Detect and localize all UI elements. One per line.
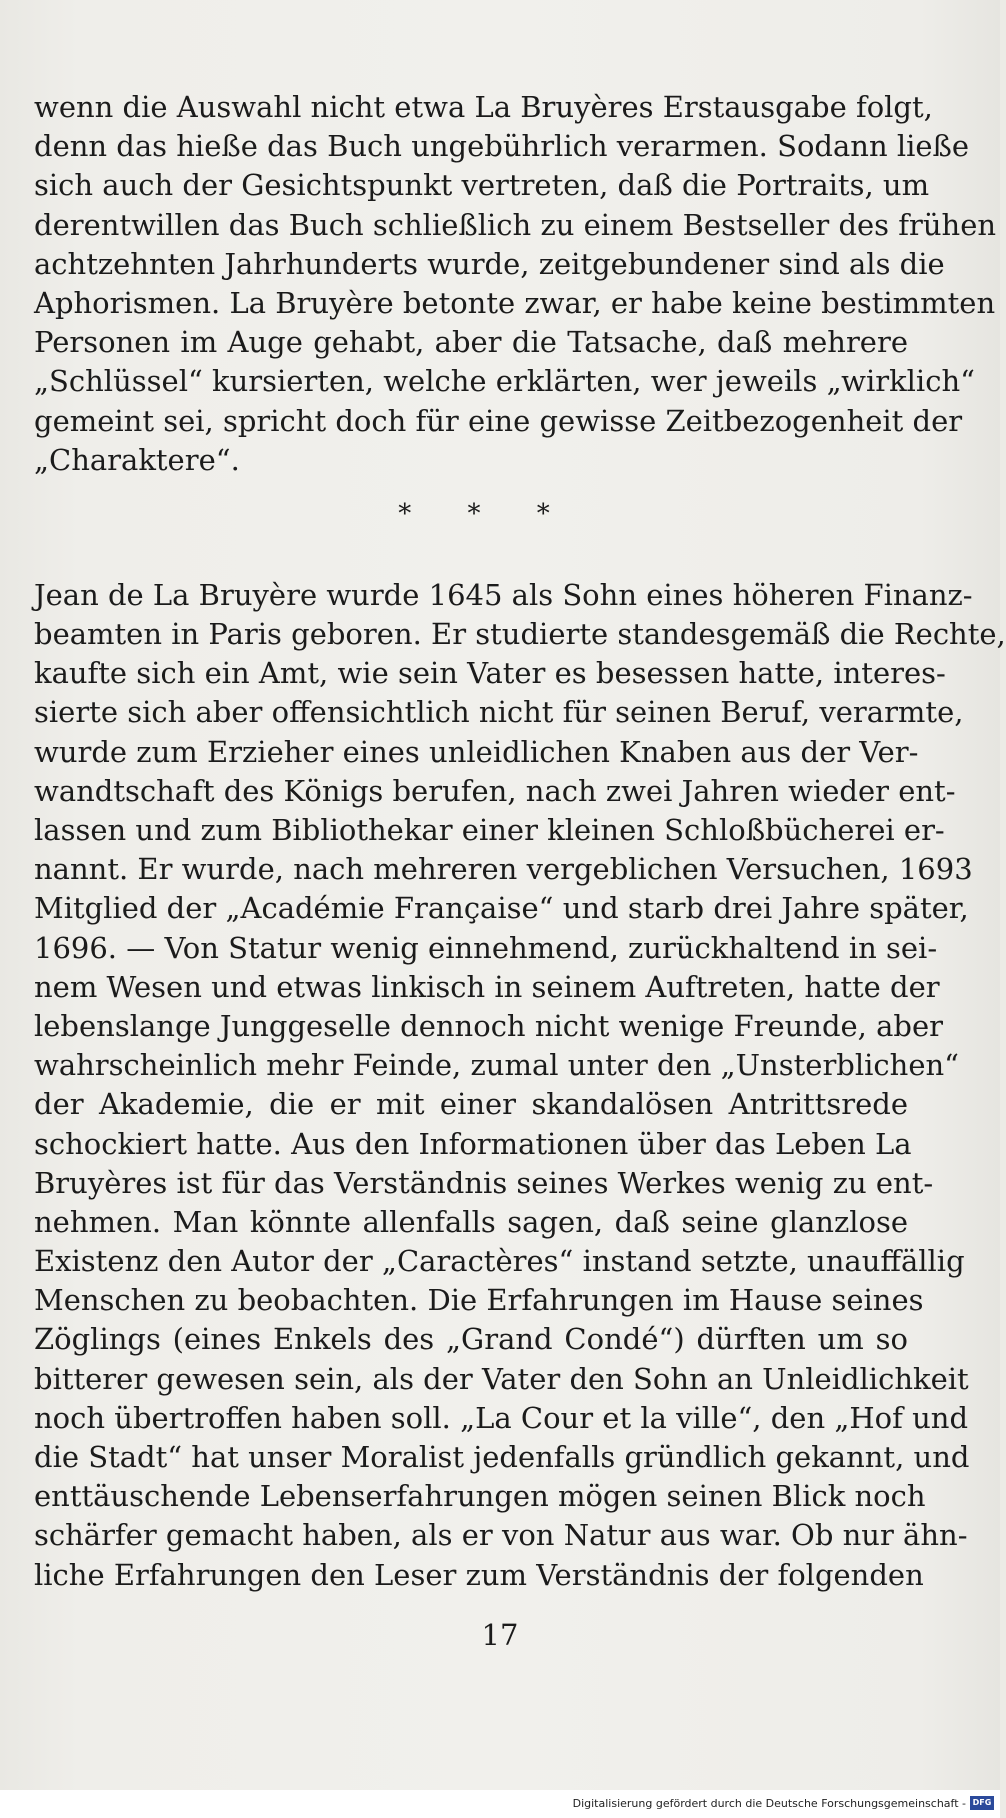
text-line: „Schlüssel“ kursierten, welche erklärten, wer jeweils „wirklich“ bbox=[34, 364, 975, 399]
text-line: wenn die Auswahl nicht etwa La Bruyères Erstausgabe folgt, bbox=[34, 90, 933, 124]
text-line: Aphorismen. La Bruyère betonte zwar, er habe keine bestimmten bbox=[34, 285, 996, 320]
text-line: Personen im Auge gehabt, aber die Tatsache, daß mehrere bbox=[34, 325, 908, 360]
text-line: wahrscheinlich mehr Feinde, zumal unter den „Unsterblichen“ bbox=[34, 1048, 959, 1083]
text-line: die Stadt“ hat unser Moralist jedenfalls gründlich gekannt, und bbox=[34, 1440, 970, 1474]
text-line: noch übertroffen haben soll. „La Cour et la ville“, den „Hof und bbox=[34, 1400, 969, 1435]
digitization-footer bbox=[0, 1790, 1000, 1818]
text-line: gemeint sei, spricht doch für eine gewisse Zeitbezogenheit der bbox=[34, 403, 963, 438]
text-line: „Charaktere“. bbox=[34, 442, 240, 477]
body-text bbox=[34, 88, 1006, 1595]
text-line: achtzehnten Jahrhunderts wurde, zeitgebundener sind als die bbox=[34, 246, 945, 281]
text-line: liche Erfahrungen den Leser zum Verständnis der folgenden bbox=[34, 1557, 924, 1592]
text-line: denn das hieße das Buch ungebührlich verarmen. Sodann ließe bbox=[34, 129, 970, 164]
text-line: Menschen zu beobachten. Die Erfahrungen im Hause seines bbox=[34, 1283, 924, 1318]
text-line: Existenz den Autor der „Caractères“ instand setzte, unauffällig bbox=[34, 1244, 965, 1279]
text-line: der Akademie, die er mit einer skandalösen Antrittsrede bbox=[34, 1087, 908, 1122]
text-line: nehmen. Man könnte allenfalls sagen, daß seine glanzlose bbox=[34, 1204, 908, 1239]
page-number: 17 bbox=[481, 1618, 519, 1652]
text-line: wurde zum Erzieher eines unleidlichen Knaben aus der Ver- bbox=[34, 734, 919, 769]
dfg-logo: DFG bbox=[970, 1796, 994, 1810]
text-line: lebenslange Junggeselle dennoch nicht wenige Freunde, aber bbox=[34, 1008, 943, 1043]
text-line: schockiert hatte. Aus den Informationen über das Leben La bbox=[34, 1126, 912, 1161]
text-line: kaufte sich ein Amt, wie sein Vater es besessen hatte, interes- bbox=[34, 656, 946, 691]
text-line: wandtschaft des Königs berufen, nach zwei Jahren wieder ent- bbox=[34, 773, 956, 808]
text-line: Zöglings (eines Enkels des „Grand Condé“) dürften um so bbox=[34, 1322, 908, 1357]
text-line: sierte sich aber offensichtlich nicht für seinen Beruf, verarmte, bbox=[34, 695, 964, 730]
text-line: Jean de La Bruyère wurde 1645 als Sohn eines höheren Finanz- bbox=[34, 577, 973, 612]
text-line: beamten in Paris geboren. Er studierte standesgemäß die Rechte, bbox=[34, 617, 1006, 652]
section-separator: * * * bbox=[398, 498, 574, 529]
text-line: sich auch der Gesichtspunkt vertreten, daß die Portraits, um bbox=[34, 168, 930, 203]
paragraph-1 bbox=[34, 88, 997, 480]
text-line: bitterer gewesen sein, als der Vater den Sohn an Unleidlichkeit bbox=[34, 1361, 969, 1396]
text-line: 1696. — Von Statur wenig einnehmend, zurückhaltend in sei- bbox=[34, 930, 938, 965]
text-line: Bruyères ist für das Verständnis seines Werkes wenig zu ent- bbox=[34, 1165, 934, 1200]
footer-credit: Digitalisierung gefördert durch die Deutsche Forschungsgemeinschaft - bbox=[572, 1797, 966, 1810]
text-line: nannt. Er wurde, nach mehreren vergeblichen Versuchen, 1693 bbox=[34, 852, 973, 887]
text-line: Mitglied der „Académie Française“ und starb drei Jahre später, bbox=[34, 891, 969, 926]
text-line: schärfer gemacht haben, als er von Natur aus war. Ob nur ähn- bbox=[34, 1518, 968, 1553]
text-line: derentwillen das Buch schließlich zu einem Bestseller des frühen bbox=[34, 207, 997, 242]
text-line: enttäuschende Lebenserfahrungen mögen seinen Blick noch bbox=[34, 1479, 926, 1514]
text-line: nem Wesen und etwas linkisch in seinem Auftreten, hatte der bbox=[34, 969, 940, 1004]
paragraph-2 bbox=[34, 576, 1006, 1595]
text-line: lassen und zum Bibliothekar einer kleinen Schloßbücherei er- bbox=[34, 813, 945, 847]
